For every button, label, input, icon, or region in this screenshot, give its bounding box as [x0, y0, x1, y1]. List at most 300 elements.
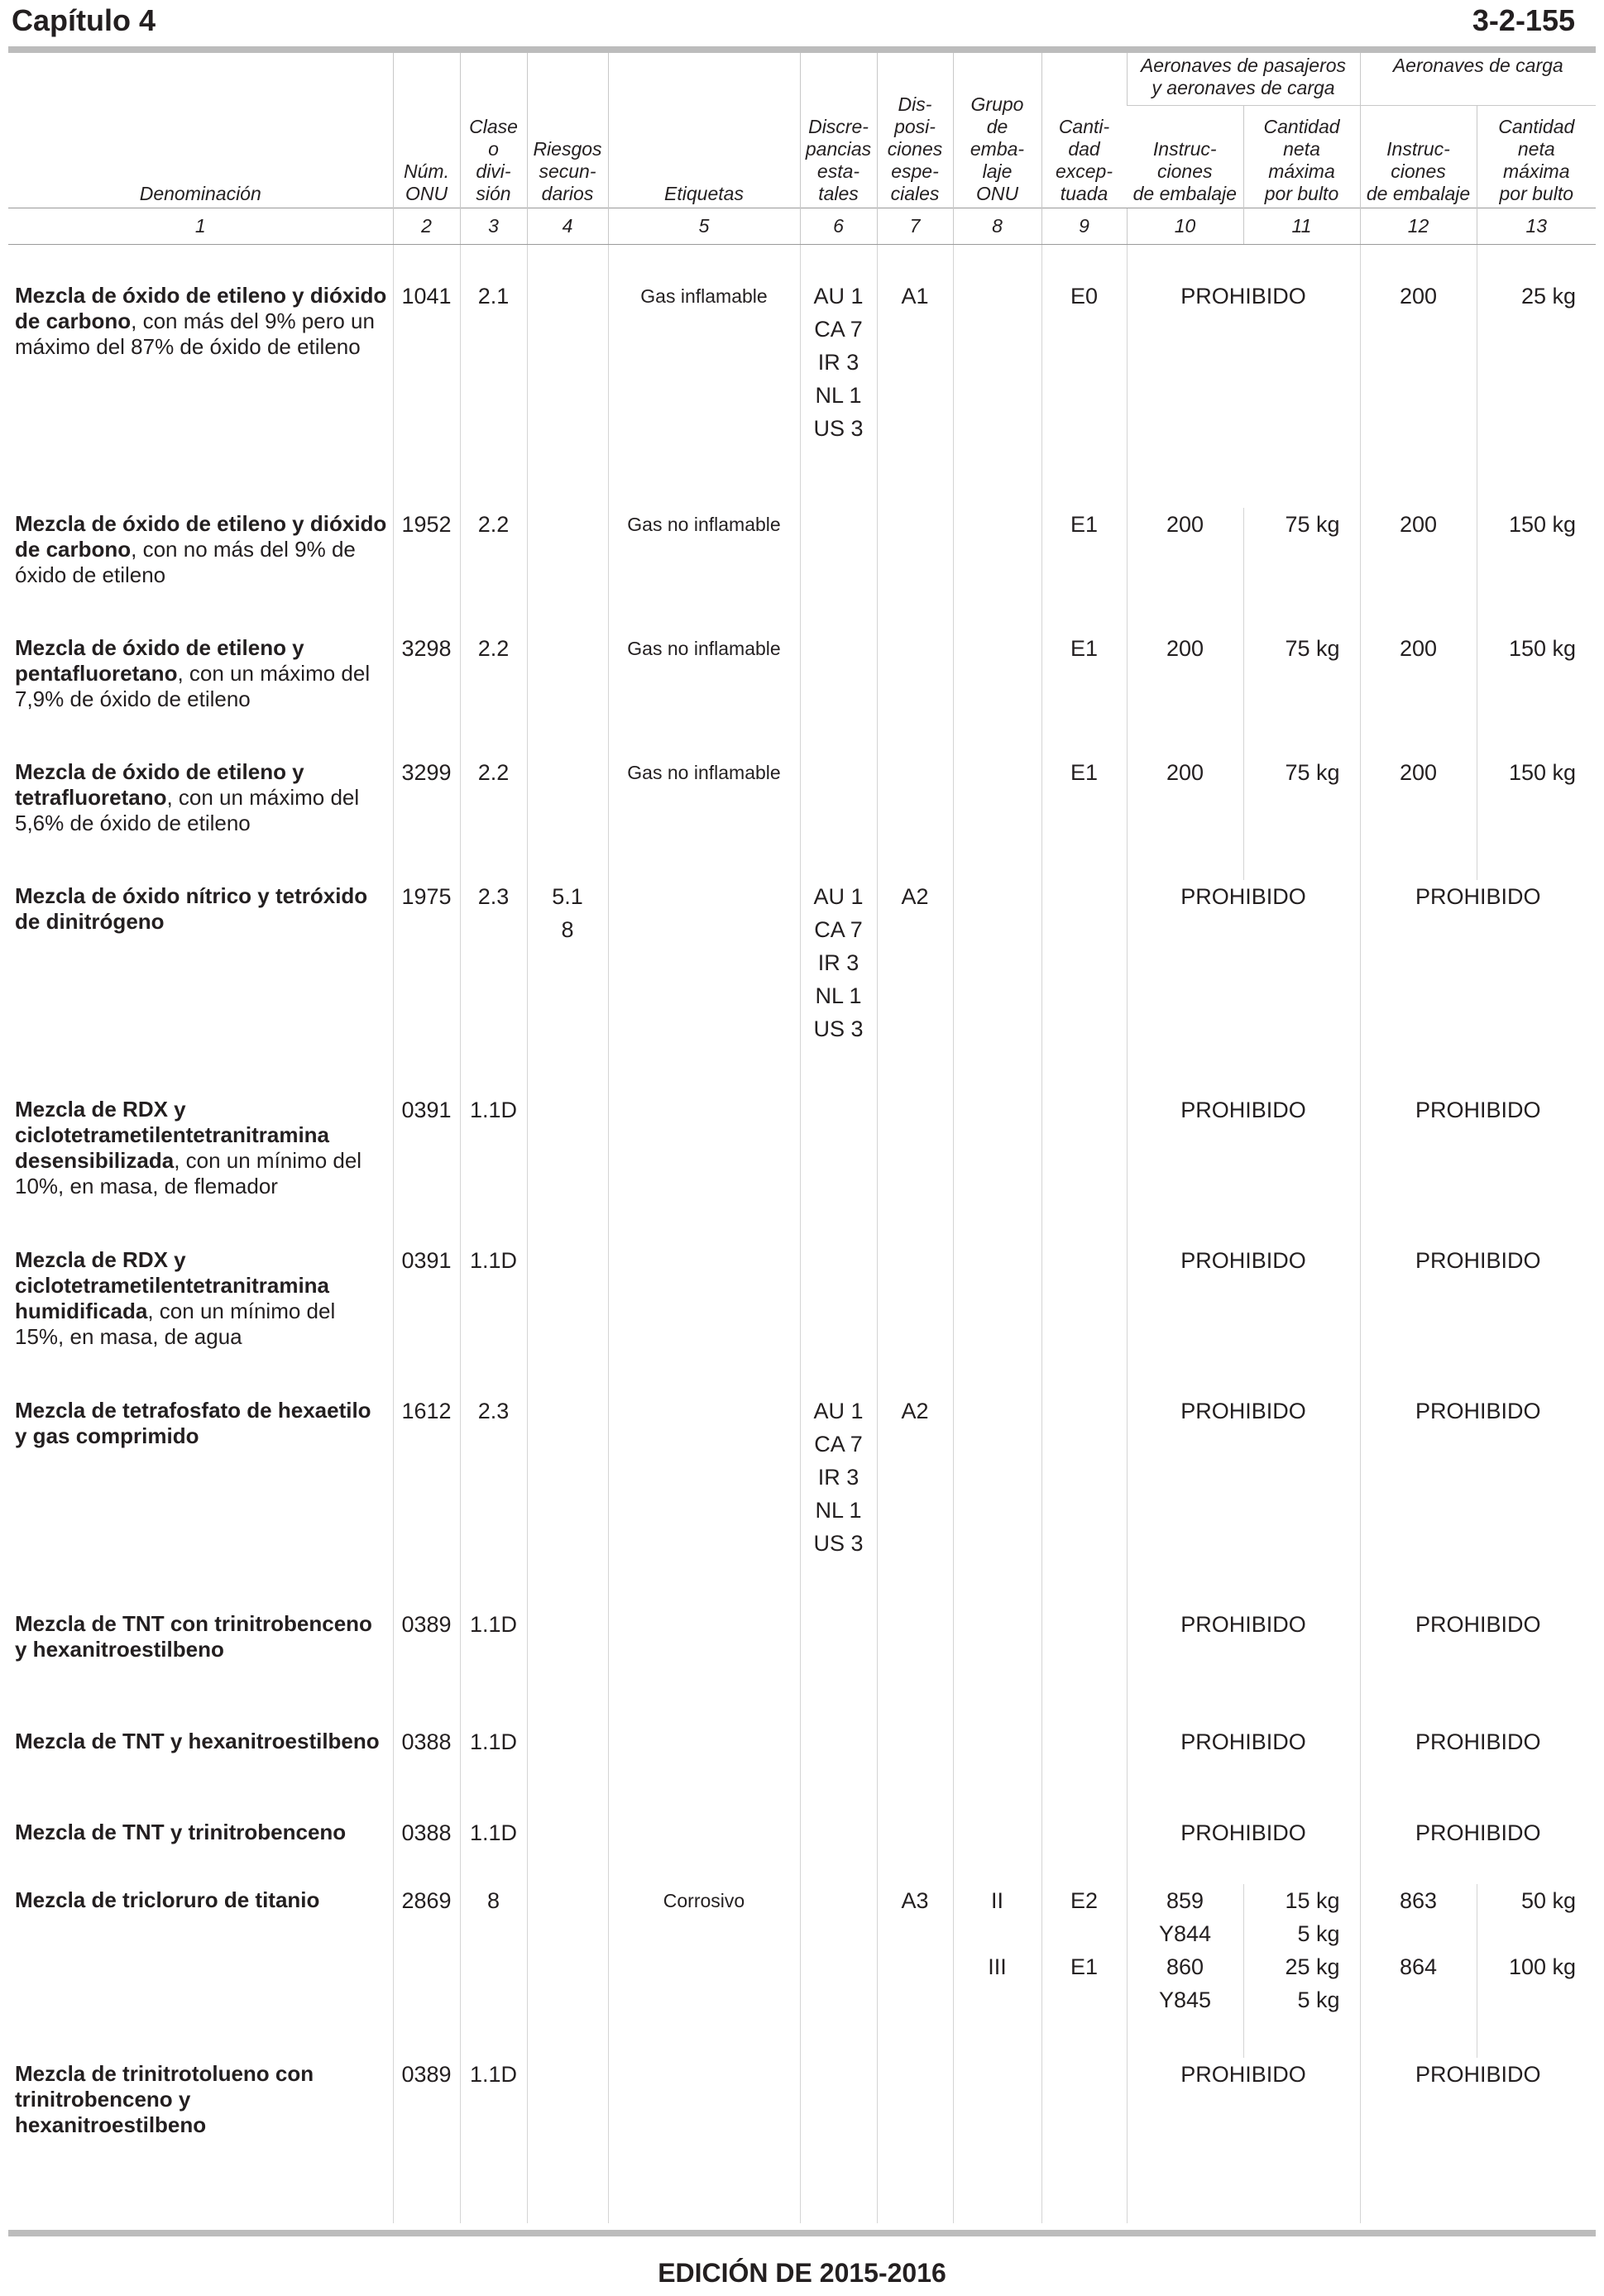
class-division: 2.1 [460, 245, 527, 508]
proper-shipping-name [8, 1608, 393, 1725]
proper-shipping-name [8, 1884, 393, 2058]
un-number: 2869 [393, 1884, 460, 2058]
header-line: tuada [1060, 183, 1108, 204]
cao-prohibited [1360, 1093, 1596, 1244]
name-bold: Mezcla de TNT y hexanitroestilbeno [15, 1728, 380, 1753]
special-provision [877, 756, 953, 880]
cao-max-net-qty-value: 150 kg [1508, 511, 1577, 537]
proper-shipping-name [8, 632, 393, 756]
header-line: por bulto [1264, 183, 1339, 204]
hazard-label [608, 1244, 800, 1394]
excepted-quantity-value: E2 [1070, 1887, 1099, 1913]
proper-shipping-name [8, 2058, 393, 2223]
cao-packing-instruction [1360, 756, 1477, 880]
name-bold: Mezcla de óxido de etileno y tetrafluoretano [15, 758, 304, 810]
column-number: 1 [8, 208, 393, 245]
packing-group [953, 1725, 1041, 1816]
name-qualifier: , con un mínimo del 10%, en masa, de flemador [15, 1147, 362, 1198]
prohibited-text: PROHIBIDO [1415, 1611, 1541, 1637]
subsidiary-risk-value: 5.1 [552, 883, 583, 909]
state-variations [800, 880, 877, 1093]
hazard-label [608, 880, 800, 1093]
header-line: neta [1517, 138, 1555, 160]
header-line: esta- [816, 160, 860, 182]
pax-prohibited [1127, 245, 1360, 508]
hazard-label [608, 1816, 800, 1884]
excepted-quantity-value: E0 [1070, 284, 1099, 309]
chapter-title: Capítulo 4 [12, 3, 156, 37]
name-bold: Mezcla de óxido de etileno y pentafluoretano [15, 634, 304, 686]
pax-max-net-qty-value: 25 kg [1285, 1954, 1340, 1979]
packing-group [953, 508, 1041, 632]
cao-max-net-qty [1477, 632, 1596, 756]
state-variations [800, 632, 877, 756]
col-header-cargo-group: Aeronaves de carga [1360, 53, 1596, 106]
pax-max-net-qty [1243, 756, 1360, 880]
excepted-quantity-value: E1 [1070, 635, 1099, 661]
pax-packing-instruction-value: 200 [1166, 759, 1204, 785]
special-provision: A3 [877, 1884, 953, 2058]
header-line: secun- [539, 160, 596, 182]
state-variations [800, 1608, 877, 1725]
cao-prohibited [1360, 1725, 1596, 1816]
name-qualifier: , con un máximo del 7,9% de óxido de etileno [15, 660, 371, 711]
top-rule [8, 46, 1596, 53]
cao-packing-instruction-value: 200 [1399, 511, 1438, 537]
cao-max-net-qty [1477, 756, 1596, 880]
hazard-label [608, 1394, 800, 1608]
pax-prohibited [1127, 1093, 1360, 1244]
state-variations [800, 1725, 877, 1816]
header-line: Instruc- [1152, 138, 1217, 160]
name-bold: Mezcla de TNT y trinitrobenceno [15, 1819, 347, 1844]
cao-prohibited [1360, 1816, 1596, 1884]
state-variations-value: AU 1 [813, 284, 864, 309]
table-row [8, 1093, 1596, 1244]
packing-group [953, 756, 1041, 880]
un-number: 1041 [393, 245, 460, 508]
dangerous-goods-table [8, 53, 1596, 2223]
excepted-quantity-value: E1 [1070, 511, 1099, 537]
state-variations [800, 2058, 877, 2223]
excepted-quantity [1041, 1244, 1127, 1394]
cao-max-net-qty-value: 100 kg [1508, 1954, 1577, 1979]
cao-max-net-qty-value: 50 kg [1520, 1887, 1577, 1913]
header-line: de [986, 116, 1008, 137]
cao-prohibited [1360, 880, 1596, 1093]
name-qualifier: , con un máximo del 5,6% de óxido de etileno [15, 784, 360, 835]
table-row [8, 1725, 1596, 1816]
excepted-quantity-value: E1 [1070, 759, 1099, 785]
prohibited-text: PROHIBIDO [1415, 1820, 1541, 1845]
un-number: 3298 [393, 632, 460, 756]
cao-max-net-qty [1477, 245, 1596, 508]
subsidiary-risk [527, 1093, 608, 1244]
excepted-quantity [1041, 756, 1127, 880]
cao-packing-instruction-value [1362, 1983, 1475, 2016]
subsidiary-risk [527, 632, 608, 756]
name-bold: Mezcla de TNT con trinitrobenceno y hexanitroestilbeno [15, 1610, 372, 1662]
excepted-quantity [1041, 1725, 1127, 1816]
header-line: ciones [1391, 160, 1446, 182]
packing-group [953, 1884, 1041, 2058]
state-variations [800, 1244, 877, 1394]
excepted-quantity [1041, 1093, 1127, 1244]
hazard-label: Gas no inflamable [608, 508, 800, 632]
header-line: Riesgos [533, 138, 602, 160]
column-number: 13 [1477, 208, 1596, 245]
pax-prohibited [1127, 880, 1360, 1093]
name-qualifier: , con un mínimo del 15%, en masa, de agua [15, 1298, 336, 1349]
page-number: 3-2-155 [1472, 3, 1575, 37]
name-bold: Mezcla de óxido nítrico y tetróxido de dinitrógeno [15, 883, 368, 934]
special-provision [877, 1244, 953, 1394]
pax-max-net-qty-value: 5 kg [1297, 1987, 1340, 2012]
packing-group-value: III [988, 1954, 1007, 1979]
class-division: 1.1D [460, 1093, 527, 1244]
header-line: de embalaje [1132, 183, 1237, 204]
pax-packing-instruction [1127, 508, 1243, 632]
column-number: 4 [527, 208, 608, 245]
prohibited-text: PROHIBIDO [1180, 1398, 1306, 1423]
prohibited-text: PROHIBIDO [1180, 883, 1306, 909]
header-line: Aeronaves de pasajeros [1140, 55, 1347, 76]
packing-group [953, 1394, 1041, 1608]
proper-shipping-name [8, 245, 393, 508]
pax-packing-instruction [1127, 632, 1243, 756]
header-line: dad [1068, 138, 1100, 160]
hazard-label [608, 1608, 800, 1725]
state-variations [800, 1816, 877, 1884]
subsidiary-risk [527, 1725, 608, 1816]
pax-packing-instruction-value: 200 [1166, 635, 1204, 661]
packing-group [953, 1244, 1041, 1394]
hazard-label [608, 1725, 800, 1816]
state-variations-value: NL 1 [815, 383, 862, 408]
header-line: tales [818, 183, 859, 204]
col-header-pax-qty [1243, 106, 1360, 208]
subsidiary-risk [527, 1608, 608, 1725]
special-provision: A1 [877, 245, 953, 508]
cao-packing-instruction-value: 864 [1399, 1954, 1438, 1979]
header-line: ciones [1157, 160, 1213, 182]
prohibited-text: PROHIBIDO [1415, 1247, 1541, 1273]
pax-packing-instruction-value: 859 [1166, 1887, 1204, 1913]
proper-shipping-name [8, 1725, 393, 1816]
proper-shipping-name [8, 508, 393, 632]
un-number: 0389 [393, 1608, 460, 1725]
state-variations-value: CA 7 [814, 317, 863, 342]
pax-packing-instruction-value: 200 [1166, 511, 1204, 537]
un-number: 0388 [393, 1816, 460, 1884]
cao-prohibited [1360, 1608, 1596, 1725]
state-variations-value: AU 1 [813, 883, 864, 909]
table-row [8, 1244, 1596, 1394]
col-header-name: Denominación [139, 183, 261, 204]
state-variations-value: US 3 [813, 1530, 864, 1556]
table-row [8, 245, 1596, 508]
class-division: 8 [460, 1884, 527, 2058]
packing-group [953, 245, 1041, 508]
special-provision: A2 [877, 1394, 953, 1608]
header-line: darios [541, 183, 594, 204]
col-header-pax-group [1127, 53, 1360, 106]
cao-packing-instruction [1360, 1884, 1477, 2058]
cao-prohibited [1360, 2058, 1596, 2223]
header-line: Discre- [808, 116, 869, 137]
name-bold: Mezcla de óxido de etileno y dióxido de carbono [15, 283, 387, 333]
subsidiary-risk [527, 1884, 608, 2058]
pax-packing-instruction [1127, 1884, 1243, 2058]
table-row [8, 1394, 1596, 1608]
table-body [8, 245, 1596, 2223]
proper-shipping-name [8, 1244, 393, 1394]
subsidiary-risk [527, 245, 608, 508]
state-variations-value: AU 1 [813, 1398, 864, 1423]
header-line: Clase [469, 116, 518, 137]
hazard-label: Gas no inflamable [608, 632, 800, 756]
name-bold: Mezcla de óxido de etileno y dióxido de carbono [15, 510, 387, 562]
col-header-subrisk [527, 53, 608, 208]
cao-max-net-qty-value [1479, 1917, 1577, 1950]
subsidiary-risk [527, 880, 608, 1093]
prohibited-text: PROHIBIDO [1180, 1611, 1306, 1637]
header-line: ciones [887, 138, 943, 160]
excepted-quantity-value: E1 [1070, 1954, 1099, 1979]
prohibited-text: PROHIBIDO [1415, 1097, 1541, 1122]
pax-prohibited [1127, 1725, 1360, 1816]
un-number: 0388 [393, 1725, 460, 1816]
class-division: 1.1D [460, 1816, 527, 1884]
name-bold: Mezcla de RDX y ciclotetrametilentetranitramina desensibilizada [15, 1096, 330, 1173]
header-line: máxima [1503, 160, 1570, 182]
state-variations-value: IR 3 [817, 350, 859, 375]
header-line: Instruc- [1386, 138, 1450, 160]
packing-group-value [955, 1917, 1040, 1950]
packing-group [953, 1093, 1041, 1244]
column-number: 2 [393, 208, 460, 245]
column-number: 9 [1041, 208, 1127, 245]
header-line: espe- [891, 160, 939, 182]
table-row [8, 756, 1596, 880]
subsidiary-risk [527, 1244, 608, 1394]
subsidiary-risk-value: 8 [561, 916, 574, 942]
packing-group-value [955, 1983, 1040, 2016]
prohibited-text: PROHIBIDO [1415, 1398, 1541, 1423]
excepted-quantity [1041, 1608, 1127, 1725]
header-line: ONU [975, 183, 1019, 204]
column-number: 7 [877, 208, 953, 245]
column-number: 5 [608, 208, 800, 245]
hazard-label: Corrosivo [608, 1884, 800, 2058]
col-header-variations [800, 53, 877, 208]
packing-group [953, 880, 1041, 1093]
pax-max-net-qty-value: 15 kg [1285, 1887, 1340, 1913]
header-line: Canti- [1058, 116, 1110, 137]
col-header-eq [1041, 53, 1127, 208]
cao-max-net-qty [1477, 508, 1596, 632]
header-line: neta [1283, 138, 1320, 160]
pax-prohibited [1127, 1816, 1360, 1884]
prohibited-text: PROHIBIDO [1180, 1729, 1306, 1754]
column-number: 3 [460, 208, 527, 245]
table-row [8, 508, 1596, 632]
pax-max-net-qty-value: 75 kg [1285, 759, 1340, 785]
subsidiary-risk [527, 508, 608, 632]
packing-group-value: II [990, 1887, 1003, 1913]
cao-packing-instruction [1360, 508, 1477, 632]
column-number: 11 [1243, 208, 1360, 245]
un-number: 3299 [393, 756, 460, 880]
table-row [8, 2058, 1596, 2223]
bottom-rule [8, 2230, 1596, 2236]
cao-max-net-qty-value: 25 kg [1520, 284, 1577, 309]
state-variations-value: IR 3 [817, 949, 859, 975]
state-variations-value: NL 1 [815, 1497, 862, 1523]
special-provision: A2 [877, 880, 953, 1093]
prohibited-text: PROHIBIDO [1180, 1820, 1306, 1845]
class-division: 1.1D [460, 1725, 527, 1816]
excepted-quantity [1041, 880, 1127, 1093]
prohibited-text: PROHIBIDO [1415, 883, 1541, 909]
un-number: 0391 [393, 1093, 460, 1244]
class-division: 2.2 [460, 508, 527, 632]
pax-max-net-qty-value: 5 kg [1297, 1921, 1340, 1946]
prohibited-text: PROHIBIDO [1180, 1247, 1306, 1273]
prohibited-text: PROHIBIDO [1180, 284, 1306, 309]
un-number: 1952 [393, 508, 460, 632]
special-provision [877, 1608, 953, 1725]
packing-group [953, 1816, 1041, 1884]
hazard-label [608, 2058, 800, 2223]
proper-shipping-name [8, 880, 393, 1093]
col-header-cao-qty [1477, 106, 1596, 208]
header-line: Cantidad [1498, 116, 1575, 137]
pax-packing-instruction [1127, 756, 1243, 880]
state-variations [800, 508, 877, 632]
packing-group [953, 1608, 1041, 1725]
packing-group [953, 2058, 1041, 2223]
header-line: de embalaje [1366, 183, 1471, 204]
pax-max-net-qty [1243, 632, 1360, 756]
state-variations-value: NL 1 [815, 983, 862, 1008]
subsidiary-risk [527, 1394, 608, 1608]
cao-max-net-qty-value: 150 kg [1508, 759, 1577, 785]
un-number: 1612 [393, 1394, 460, 1608]
header-line: divi- [476, 160, 511, 182]
pax-max-net-qty [1243, 508, 1360, 632]
name-bold: Mezcla de tetrafosfato de hexaetilo y gas comprimido [15, 1397, 371, 1448]
header-line: Grupo [970, 93, 1024, 115]
cao-packing-instruction-value: 200 [1399, 635, 1438, 661]
class-division: 2.2 [460, 632, 527, 756]
packing-group [953, 632, 1041, 756]
special-provision [877, 2058, 953, 2223]
excepted-quantity [1041, 1884, 1127, 2058]
proper-shipping-name [8, 1394, 393, 1608]
col-header-labels: Etiquetas [608, 53, 800, 208]
pax-prohibited [1127, 2058, 1360, 2223]
cao-max-net-qty-value: 150 kg [1508, 635, 1577, 661]
header-line: y aeronaves de carga [1152, 77, 1335, 98]
table-row [8, 632, 1596, 756]
excepted-quantity [1041, 2058, 1127, 2223]
state-variations-value: CA 7 [814, 1431, 863, 1457]
header-line: laje [982, 160, 1013, 182]
un-number: 0389 [393, 2058, 460, 2223]
class-division: 1.1D [460, 1608, 527, 1725]
cao-packing-instruction [1360, 245, 1477, 508]
pax-max-net-qty-value: 75 kg [1285, 511, 1340, 537]
state-variations-value: IR 3 [817, 1464, 859, 1490]
state-variations-value: US 3 [813, 1016, 864, 1041]
prohibited-text: PROHIBIDO [1180, 1097, 1306, 1122]
header-line: Cantidad [1263, 116, 1340, 137]
edition-footer: EDICIÓN DE 2015-2016 [658, 2258, 946, 2288]
prohibited-text: PROHIBIDO [1415, 1729, 1541, 1754]
state-variations [800, 245, 877, 508]
excepted-quantity-value [1044, 1917, 1125, 1950]
cao-packing-instruction-value: 200 [1399, 284, 1438, 309]
class-division: 1.1D [460, 2058, 527, 2223]
excepted-quantity [1041, 1816, 1127, 1884]
cao-packing-instruction [1360, 632, 1477, 756]
proper-shipping-name [8, 756, 393, 880]
excepted-quantity [1041, 245, 1127, 508]
special-provision [877, 632, 953, 756]
cao-packing-instruction-value [1362, 1917, 1475, 1950]
subsidiary-risk [527, 756, 608, 880]
pax-max-net-qty-value: 75 kg [1285, 635, 1340, 661]
col-header-un [393, 53, 460, 208]
column-number: 6 [800, 208, 877, 245]
special-provision [877, 508, 953, 632]
header-line: sión [476, 183, 511, 204]
column-number: 10 [1127, 208, 1243, 245]
excepted-quantity [1041, 632, 1127, 756]
hazard-label [608, 1093, 800, 1244]
subsidiary-risk [527, 2058, 608, 2223]
state-variations [800, 1884, 877, 2058]
col-header-pg [953, 53, 1041, 208]
table-row [8, 1608, 1596, 1725]
state-variations [800, 1394, 877, 1608]
special-provision [877, 1725, 953, 1816]
class-division: 2.3 [460, 1394, 527, 1608]
header-line: máxima [1268, 160, 1335, 182]
hazard-label: Gas no inflamable [608, 756, 800, 880]
header-line: pancias [805, 138, 872, 160]
col-header-special [877, 53, 953, 208]
table-row [8, 1816, 1596, 1884]
special-provision [877, 1816, 953, 1884]
state-variations [800, 1093, 877, 1244]
special-provision [877, 1093, 953, 1244]
name-qualifier: , con más del 9% pero un máximo del 87% de óxido de etileno [15, 309, 375, 359]
pax-packing-instruction-value: Y845 [1158, 1987, 1212, 2012]
excepted-quantity-value [1044, 1983, 1125, 2016]
pax-prohibited [1127, 1244, 1360, 1394]
column-number-row [8, 208, 1596, 245]
hazard-label: Gas inflamable [608, 245, 800, 508]
pax-max-net-qty [1243, 1884, 1360, 2058]
header-line: excep- [1055, 160, 1113, 182]
name-bold: Mezcla de trinitrotolueno con trinitrobenceno y hexanitroestilbeno [15, 2060, 314, 2137]
header-line: Dis- [898, 93, 932, 115]
prohibited-text: PROHIBIDO [1180, 2061, 1306, 2087]
prohibited-text: PROHIBIDO [1415, 2061, 1541, 2087]
cao-packing-instruction-value: 863 [1399, 1887, 1438, 1913]
